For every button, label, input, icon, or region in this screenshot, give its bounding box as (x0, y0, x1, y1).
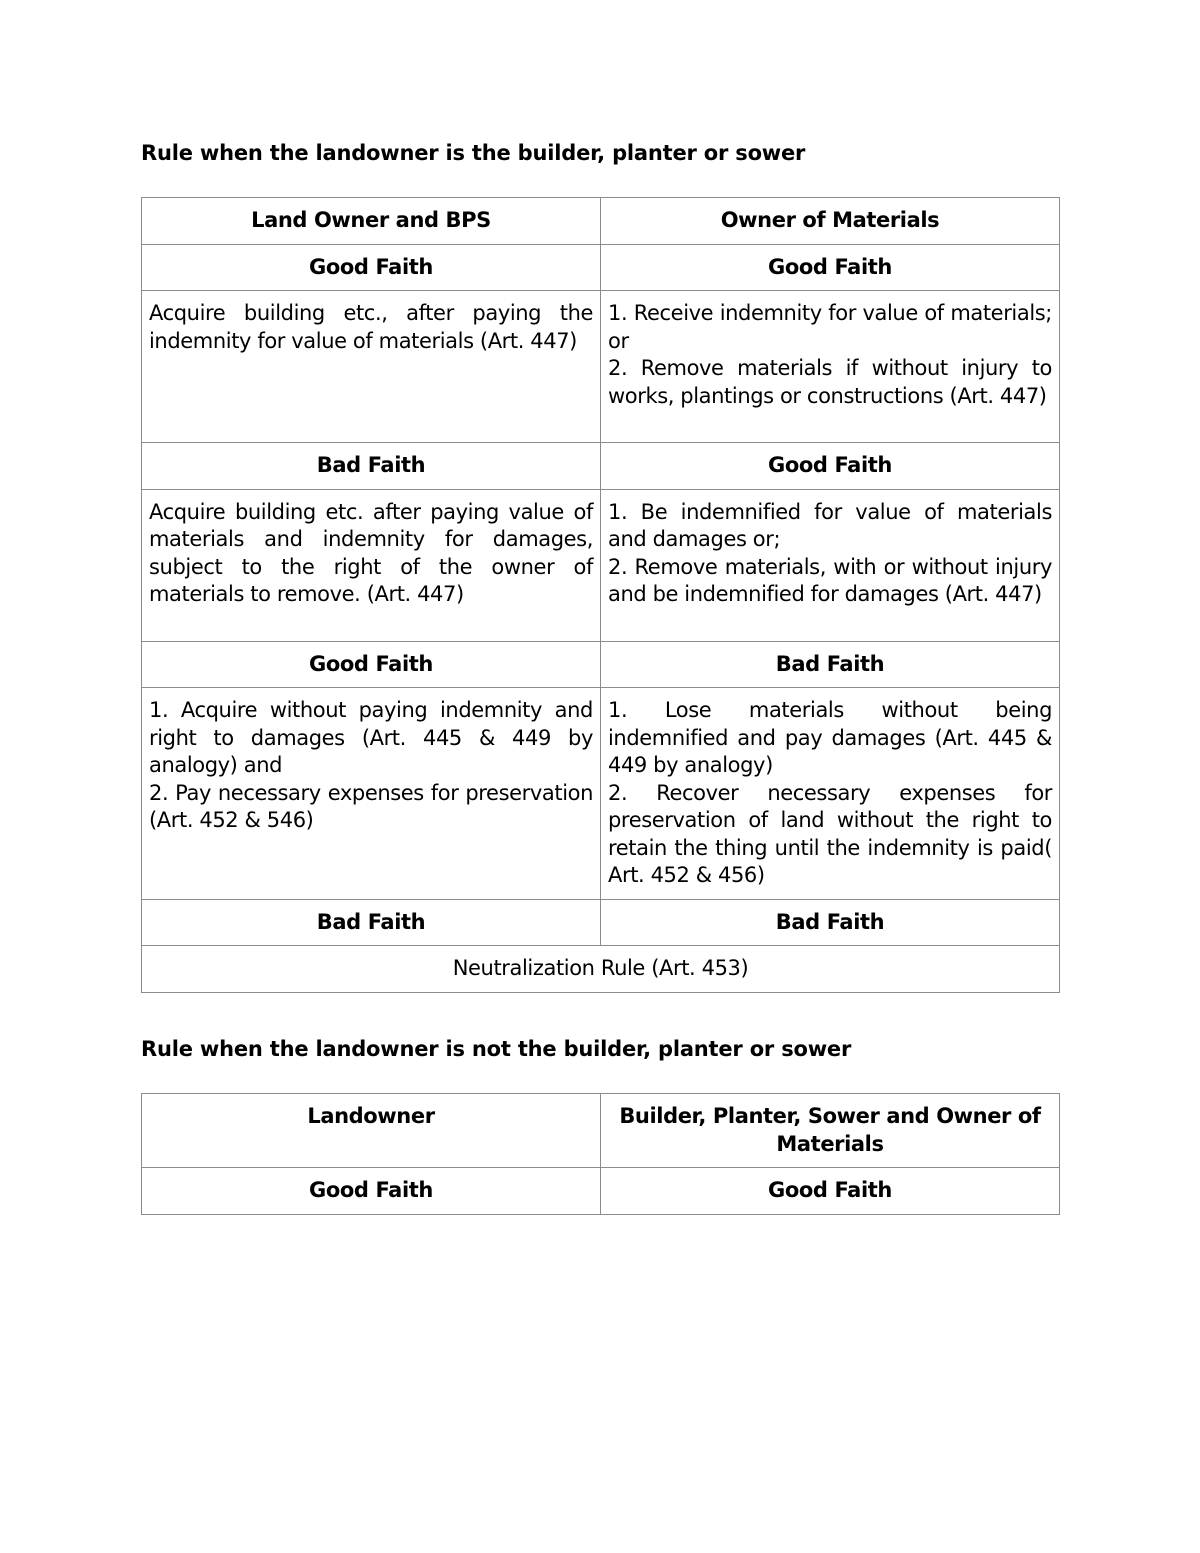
faith-cell-landowner: Good Faith (142, 1168, 601, 1215)
faith-row (142, 899, 1060, 946)
faith-cell-materials-owner: Good Faith (601, 443, 1060, 490)
faith-row (142, 443, 1060, 490)
faith-cell-landowner: Bad Faith (142, 443, 601, 490)
consequence-text: 1. Lose materials without being indemnified and pay damages (Art. 445 & 449 by analogy) (608, 698, 1052, 777)
section-title-landowner-is-builder: Rule when the landowner is the builder, planter or sower (141, 141, 806, 165)
faith-cell-landowner: Good Faith (142, 641, 601, 688)
faith-row (142, 1168, 1060, 1215)
table-landowner-is-builder (141, 197, 1060, 993)
header-builder-planter-sower: Builder, Planter, Sower and Owner of Materials (601, 1094, 1060, 1168)
faith-cell-landowner: Bad Faith (142, 899, 601, 946)
consequence-row (142, 489, 1060, 641)
header-landowner: Landowner (142, 1094, 601, 1168)
consequence-text: 1. Be indemnified for value of materials and damages or; (608, 499, 1052, 551)
faith-cell-materials-owner: Bad Faith (601, 641, 1060, 688)
faith-row (142, 244, 1060, 291)
consequence-text: 1. Acquire without paying indemnity and right to damages (Art. 445 & 449 by analogy) and (149, 698, 593, 777)
consequence-row (142, 291, 1060, 443)
header-land-owner-bps: Land Owner and BPS (142, 198, 601, 245)
consequence-text: 2. Pay necessary expenses for preservation (Art. 452 & 546) (149, 780, 593, 832)
consequence-text: Acquire building etc. after paying value of materials and indemnity for damages, subject to the right of the owner of materials to remove. (Art. 447) (149, 499, 593, 606)
consequence-cell-materials-owner (601, 489, 1060, 641)
faith-cell-materials-owner: Bad Faith (601, 899, 1060, 946)
consequence-text: 2. Remove materials, with or without injury and be indemnified for damages (Art. 447) (608, 554, 1052, 606)
consequence-text: Acquire building etc., after paying the indemnity for value of materials (Art. 447) (149, 301, 593, 353)
consequence-cell-landowner (142, 489, 601, 641)
consequence-cell-landowner (142, 688, 601, 900)
consequence-cell-materials-owner (601, 291, 1060, 443)
consequence-cell-materials-owner (601, 688, 1060, 900)
consequence-text: 2. Remove materials if without injury to works, plantings or constructions (Art. 447) (608, 356, 1052, 408)
faith-row (142, 641, 1060, 688)
section-title-landowner-not-builder: Rule when the landowner is not the builder, planter or sower (141, 1037, 852, 1061)
faith-cell-builder: Good Faith (601, 1168, 1060, 1215)
consequence-text: 1. Receive indemnity for value of materials; or (608, 301, 1052, 353)
table-header-row (142, 1094, 1060, 1168)
neutralization-rule-cell: Neutralization Rule (Art. 453) (142, 946, 1060, 993)
faith-cell-materials-owner: Good Faith (601, 244, 1060, 291)
faith-cell-landowner: Good Faith (142, 244, 601, 291)
table-landowner-not-builder (141, 1093, 1060, 1215)
header-owner-of-materials: Owner of Materials (601, 198, 1060, 245)
consequence-cell-landowner (142, 291, 601, 443)
table-header-row (142, 198, 1060, 245)
consequence-text: 2. Recover necessary expenses for preservation of land without the right to retain the thing until the indemnity is paid( Art. 452 & 456) (608, 780, 1052, 887)
consequence-row (142, 688, 1060, 900)
neutralization-row (142, 946, 1060, 993)
